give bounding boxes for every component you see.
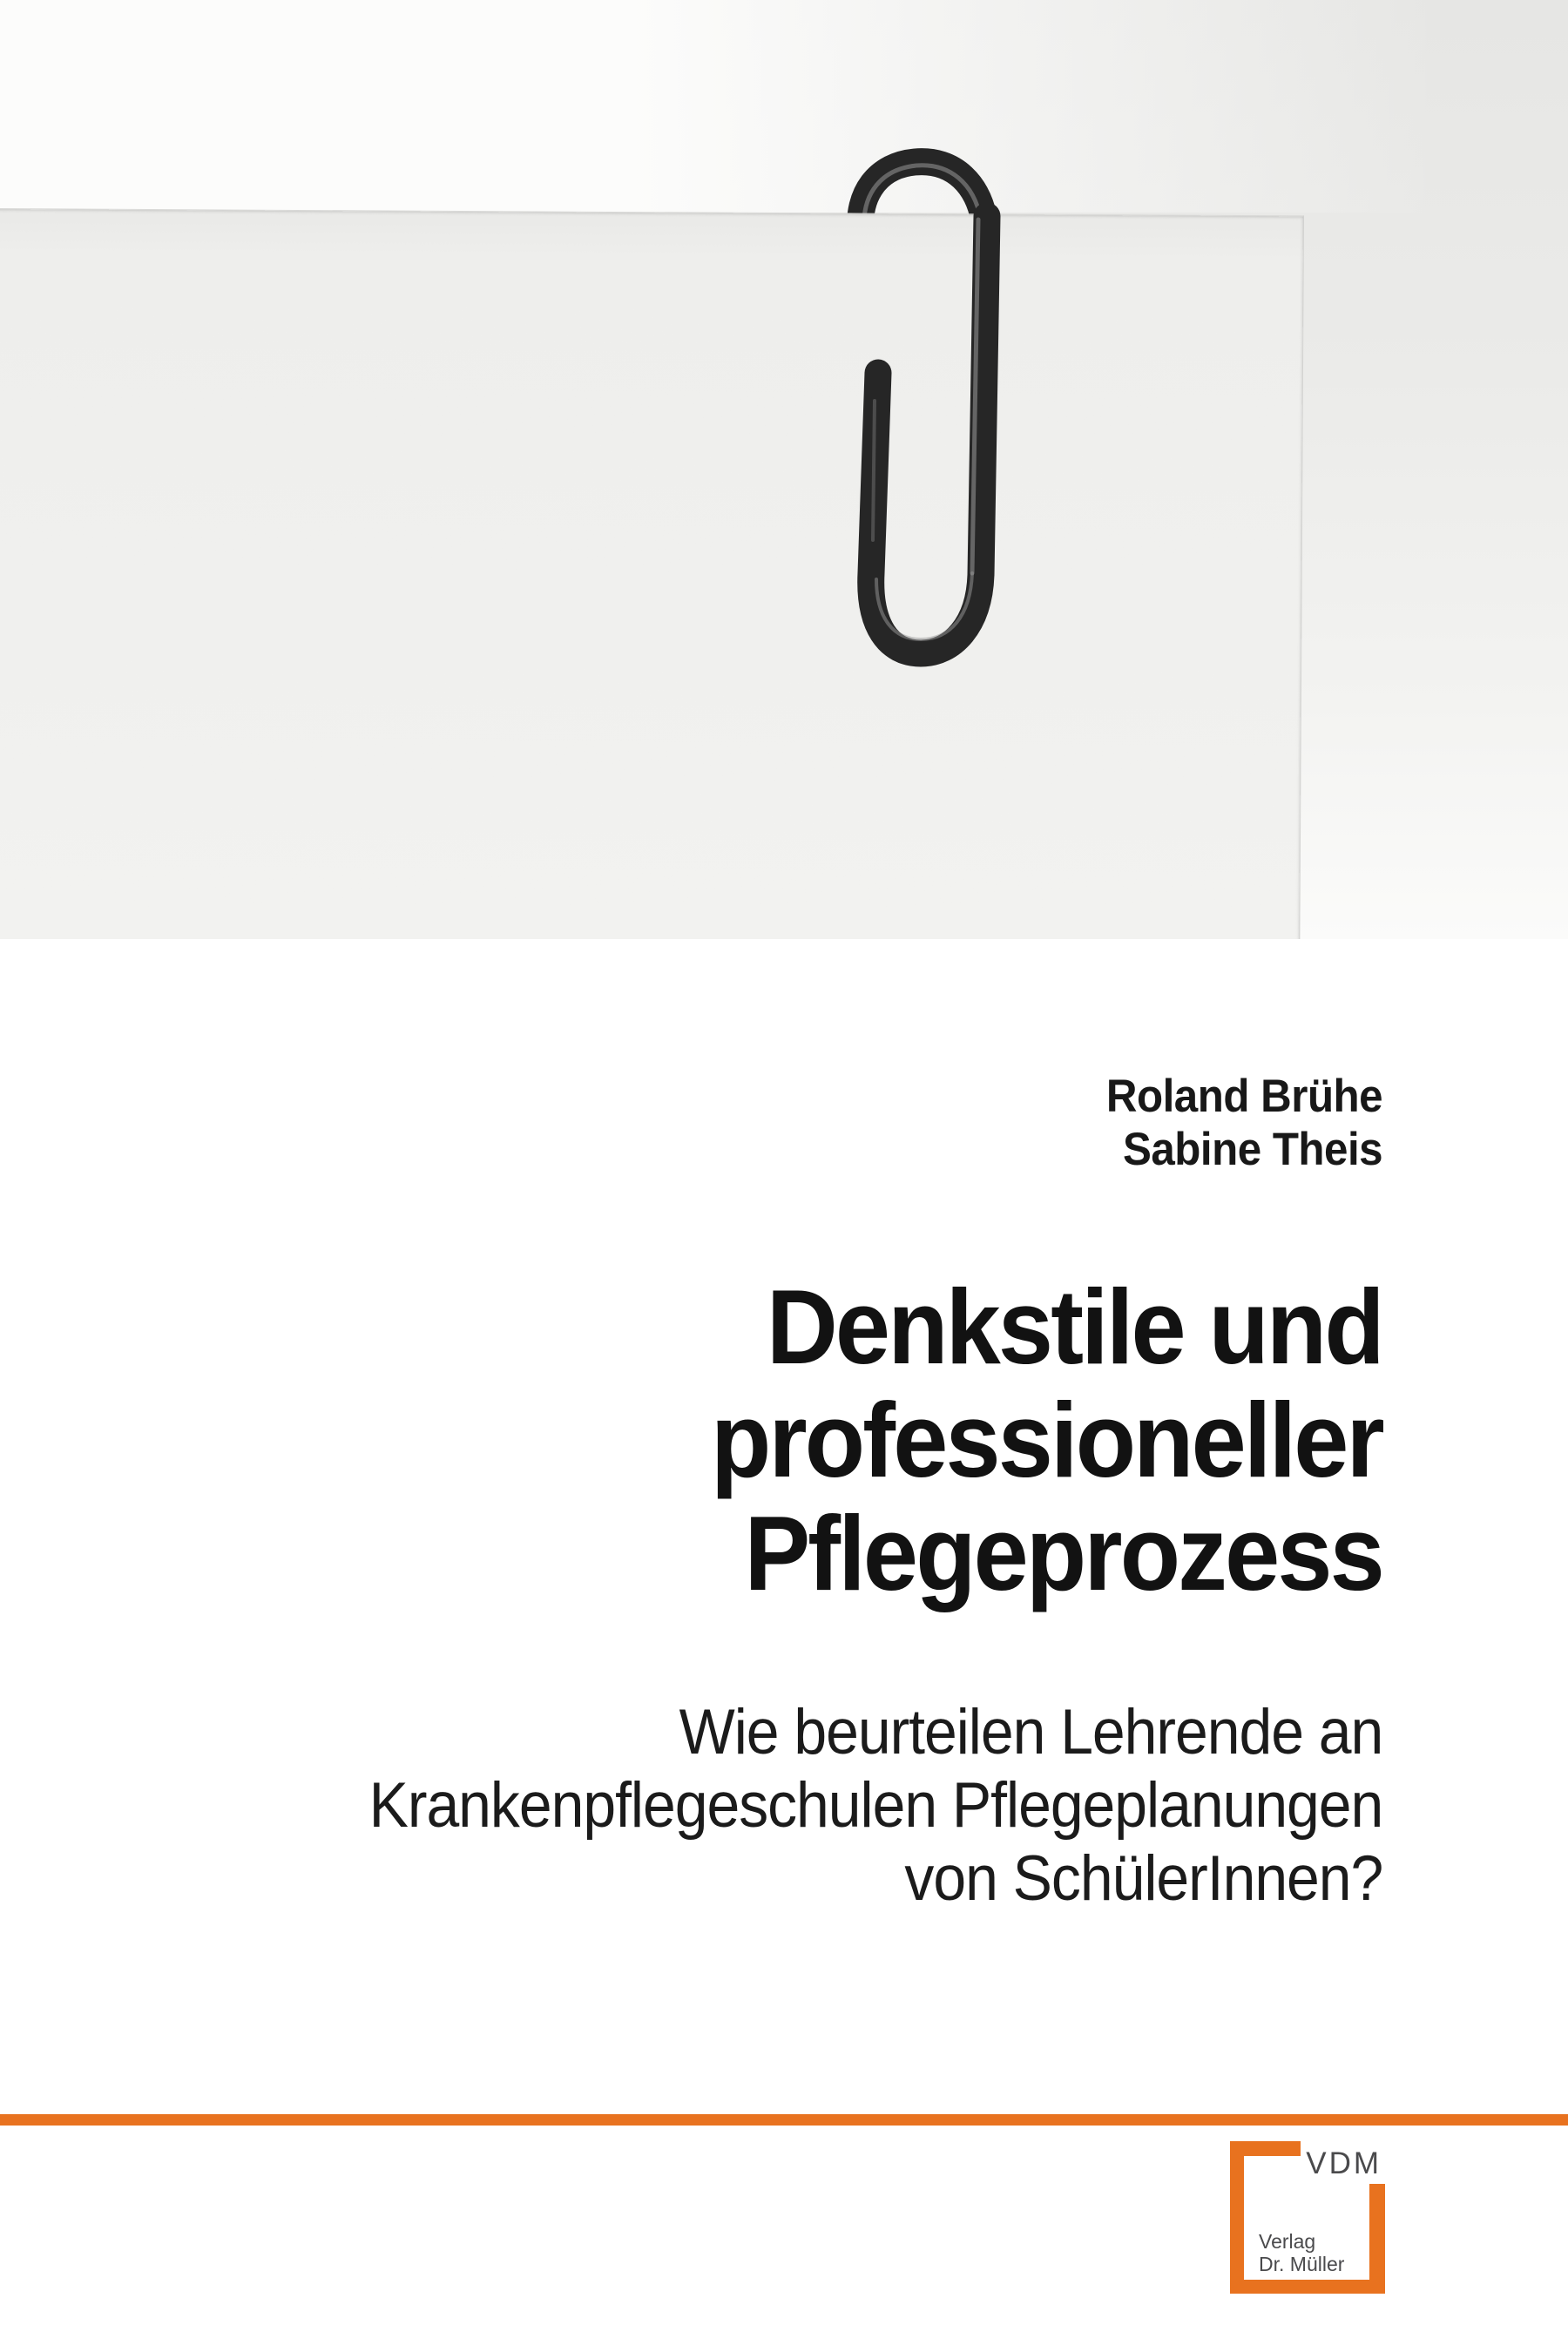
subtitle-line: Krankenpflegeschulen Pflegeplanungen [368, 1770, 1382, 1841]
subtitle-line: von SchülerInnen? [904, 1843, 1382, 1914]
logo-frame-right-bar [1369, 2184, 1385, 2294]
logo-frame-bottom-bar [1230, 2280, 1385, 2294]
subtitle-line: Wie beurteilen Lehrende an [679, 1697, 1382, 1767]
paper-sheet [0, 208, 1304, 939]
author-name: Roland Brühe [1105, 1071, 1382, 1122]
publisher-name [1259, 2230, 1344, 2275]
book-title [711, 1267, 1382, 1612]
title-line: professioneller [711, 1381, 1382, 1499]
logo-frame-left-bar [1230, 2141, 1244, 2294]
publisher-logo [1230, 2141, 1385, 2294]
author-name: Sabine Theis [1122, 1124, 1382, 1175]
publisher-name-line: Verlag [1259, 2230, 1316, 2253]
photo-background [0, 0, 1568, 213]
book-subtitle [368, 1696, 1382, 1916]
paperclip-icon [819, 139, 1045, 697]
paperclip-photo [0, 0, 1568, 939]
title-line: Pflegeprozess [744, 1494, 1382, 1612]
title-line: Denkstile und [766, 1267, 1382, 1386]
accent-divider-band [0, 2114, 1568, 2126]
author-block [1106, 1070, 1382, 1176]
publisher-name-line: Dr. Müller [1259, 2253, 1345, 2275]
publisher-acronym: VDM [1306, 2146, 1382, 2180]
